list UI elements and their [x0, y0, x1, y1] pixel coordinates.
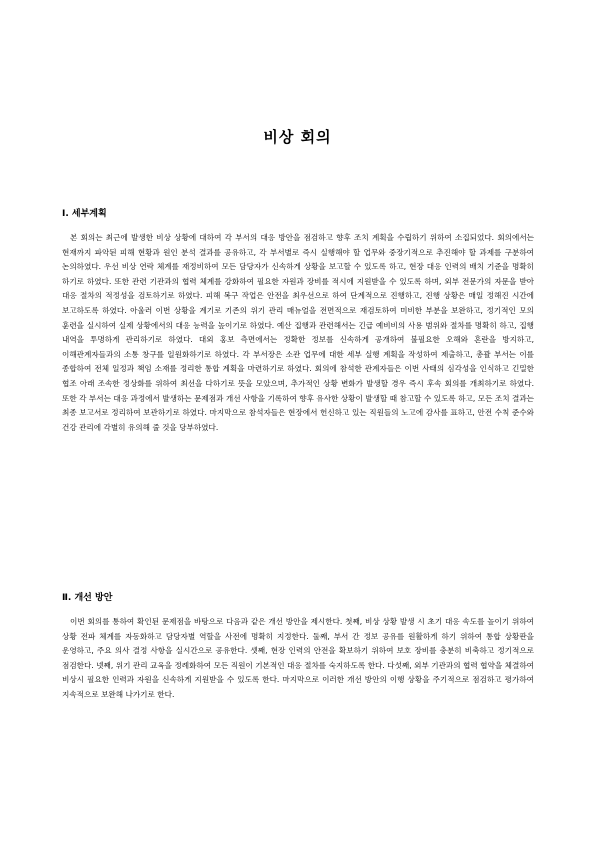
section-heading-2: Ⅱ. 개선 방안	[62, 593, 113, 603]
section-heading-1: Ⅰ. 세부계획	[62, 209, 107, 219]
section-paragraph-2: 이번 회의를 통하여 확인된 문제점을 바탕으로 다음과 같은 개선 방안을 제시한다. 첫째, 비상 상황 발생 시 초기 대응 속도를 높이기 위하여 상황 전파 체계를 자동화하고 담당자별 역할을 사전에 명확히 지정한다. 둘째, 부서 간 정보 공유를 원활하게 하기 위하여 통합 상황판을 운영하고, 주요 의사 결정 사항을 실시간으로 공유한다. 셋째, 현장 인력의 안전을 확보하기 위하여 보호 장비를 충분히 비축하고 정기적으로 점검한다. 넷째, 위기 관리 교육을 정례화하여 모든 직원이 기본적인 대응 절차를 숙지하도록 한다. 다섯째, 외부 기관과의 협력 협약을 체결하여 비상시 필요한 인력과 자원을 신속하게 지원받을 수 있도록 한다. 마지막으로 이러한 개선 방안의 이행 상황을 주기적으로 점검하고 평가하여 지속적으로 보완해 나가기로 한다.	[62, 617, 534, 699]
document-title: 비상 회의	[263, 128, 332, 146]
section-paragraph-1: 본 회의는 최근에 발생한 비상 상황에 대하여 각 부서의 대응 방안을 점검하고 향후 조치 계획을 수립하기 위하여 소집되었다. 회의에서는 현재까지 파악된 피해 현황과 원인 분석 결과를 공유하고, 각 부서별로 즉시 실행해야 할 업무와 중장기적으로 추진해야 할 과제를 구분하여 논의하였다. 우선 비상 연락 체계를 재정비하여 모든 담당자가 신속하게 상황을 보고할 수 있도록 하고, 현장 대응 인력의 배치 기준을 명확히 하기로 하였다. 또한 관련 기관과의 협력 체계를 강화하여 필요한 자원과 장비를 적시에 지원받을 수 있도록 하며, 외부 전문가의 자문을 받아 대응 절차의 적정성을 검토하기로 하였다. 피해 복구 작업은 안전을 최우선으로 하여 단계적으로 진행하고, 진행 상황은 매일 정해진 시간에 보고하도록 하였다. 아울러 이번 상황을 계기로 기존의 위기 관리 매뉴얼을 전면적으로 재검토하여 미비한 부분을 보완하고, 정기적인 모의 훈련을 실시하여 실제 상황에서의 대응 능력을 높이기로 하였다. 예산 집행과 관련해서는 긴급 예비비의 사용 범위와 절차를 명확히 하고, 집행 내역을 투명하게 관리하기로 하였다. 대외 홍보 측면에서는 정확한 정보를 신속하게 공개하여 불필요한 오해와 혼란을 방지하고, 이해관계자들과의 소통 창구를 일원화하기로 하였다. 각 부서장은 소관 업무에 대한 세부 실행 계획을 작성하여 제출하고, 총괄 부서는 이를 종합하여 전체 일정과 책임 소재를 정리한 통합 계획을 마련하기로 하였다. 회의에 참석한 관계자들은 이번 사태의 심각성을 인식하고 긴밀한 협조 아래 조속한 정상화를 위하여 최선을 다하기로 뜻을 모았으며, 추가적인 상황 변화가 발생할 경우 즉시 후속 회의를 개최하기로 하였다. 또한 각 부서는 대응 과정에서 발생하는 문제점과 개선 사항을 기록하여 향후 유사한 상황이 발생할 때 참고할 수 있도록 하고, 모든 조치 결과는 최종 보고서로 정리하여 보관하기로 하였다. 마지막으로 참석자들은 현장에서 헌신하고 있는 직원들의 노고에 감사를 표하고, 안전 수칙 준수와 건강 관리에 각별히 유의해 줄 것을 당부하였다.	[62, 233, 534, 432]
